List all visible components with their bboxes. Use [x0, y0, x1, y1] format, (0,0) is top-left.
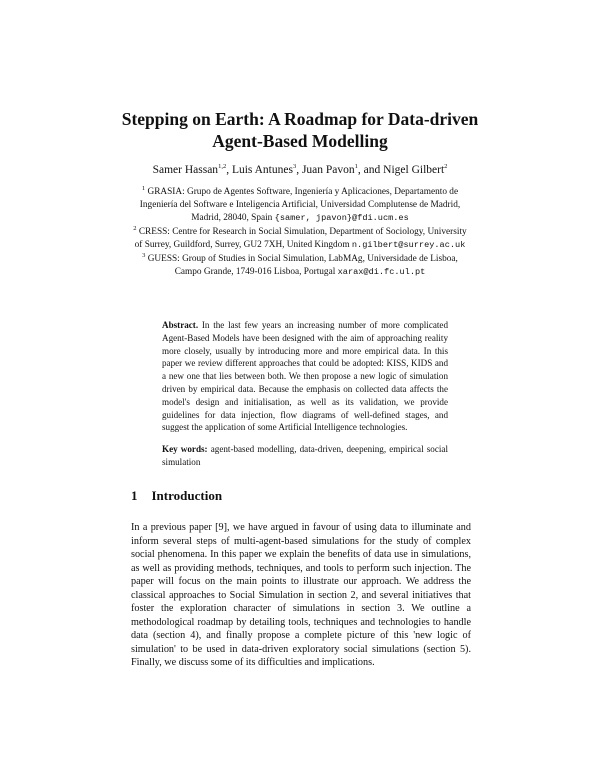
affiliations: [130, 186, 470, 280]
author-sup: 1,2: [218, 163, 227, 171]
affiliation: [130, 186, 470, 225]
author-sup: 1: [354, 163, 358, 171]
author-name: Juan Pavon: [301, 164, 355, 176]
introduction-paragraph: In a previous paper [9], we have argued in favour of using data to illuminate and inform several steps of multi-agent-based simulations for the study of complex social phenomena. In this paper we explain the benefits of data use in simulations, as well as providing methods, techniques, and tools to perform such injection. The paper will focus on the main points to illustrate our approach. We address the classical approaches to Social Simulation in section 2, and several initiatives that foster the exploration character of simulations in section 3. We outline a methodological roadmap by detailing tools, techniques and technologies to handle data (section 4), and finally propose a complete picture of this 'new logic of simulation' to be used in data-driven exploratory social simulations (section 5). Finally, we discuss some of its difficulties and implications.: [131, 522, 471, 668]
author-name: Luis Antunes: [231, 164, 293, 176]
affiliation-email[interactable]: xarax@di.fc.ul.pt: [337, 267, 426, 277]
affiliation-text: GUESS: Group of Studies in Social Simulation, LabMAg, Universidade de Lisboa, Campo Grande, 1749-016 Lisboa, Portugal: [147, 254, 458, 277]
paper-title: [0, 108, 600, 152]
keywords-label: Key words:: [162, 444, 208, 455]
affiliation-email[interactable]: {samer, jpavon}@fdi.ucm.es: [274, 213, 409, 223]
abstract-paragraph: [162, 319, 448, 434]
keywords: [162, 443, 448, 469]
abstract: [162, 319, 448, 469]
affiliation: [130, 226, 470, 252]
keywords-text: agent-based modelling, data-driven, deepening, empirical social simulation: [162, 444, 448, 467]
author-name: Samer Hassan: [152, 164, 219, 176]
author-separator: ,: [296, 164, 302, 176]
author-separator: , and: [357, 164, 384, 176]
abstract-text: In the last few years an increasing number of more complicated Agent-Based Models have been designed with the aim of approaching reality more closely, usually by introducing more and more empirical data. In this paper we review different approaches that could be adopted: KISS, KIDS and a new one that lies between both. We then propose a new logic of simulation driven by empirical data. Because the emphasis on collected data affects the model's design and initialisation, as well as its validation, we provide guidelines for data injection, flow diagrams of well-defined stages, and suggest the application of some Artificial Intelligence technologies.: [162, 320, 449, 433]
section-title: Introduction: [151, 488, 223, 503]
abstract-label: Abstract.: [162, 320, 199, 330]
affiliation-number: 3: [142, 251, 146, 259]
author-sup: 2: [444, 163, 448, 171]
section-heading: [131, 488, 471, 504]
affiliation-text: CRESS: Centre for Research in Social Simulation, Department of Sociology, University of Surrey, Guildford, Surrey, GU2 7XH, United Kingdom: [134, 227, 467, 250]
author-sup: 3: [292, 163, 297, 171]
title-line-1: Stepping on Earth: A Roadmap for Data-driven: [121, 109, 479, 129]
author-name: Nigel Gilbert: [383, 164, 445, 176]
affiliation-number: 1: [141, 184, 146, 192]
section-number: 1: [131, 488, 138, 503]
author-list: [0, 164, 600, 176]
title-line-2: Agent-Based Modelling: [212, 131, 388, 151]
affiliation: [130, 253, 470, 279]
affiliation-number: 2: [133, 224, 137, 232]
affiliation-text: GRASIA: Grupo de Agentes Software, Ingeniería y Aplicaciones, Departamento de Ingeniería del Software e Inteligencia Artificial, Universidad Complutense de Madrid, Madrid, 28040, Spain: [139, 187, 461, 223]
author-separator: ,: [226, 164, 232, 176]
affiliation-email[interactable]: n.gilbert@surrey.ac.uk: [351, 240, 466, 250]
